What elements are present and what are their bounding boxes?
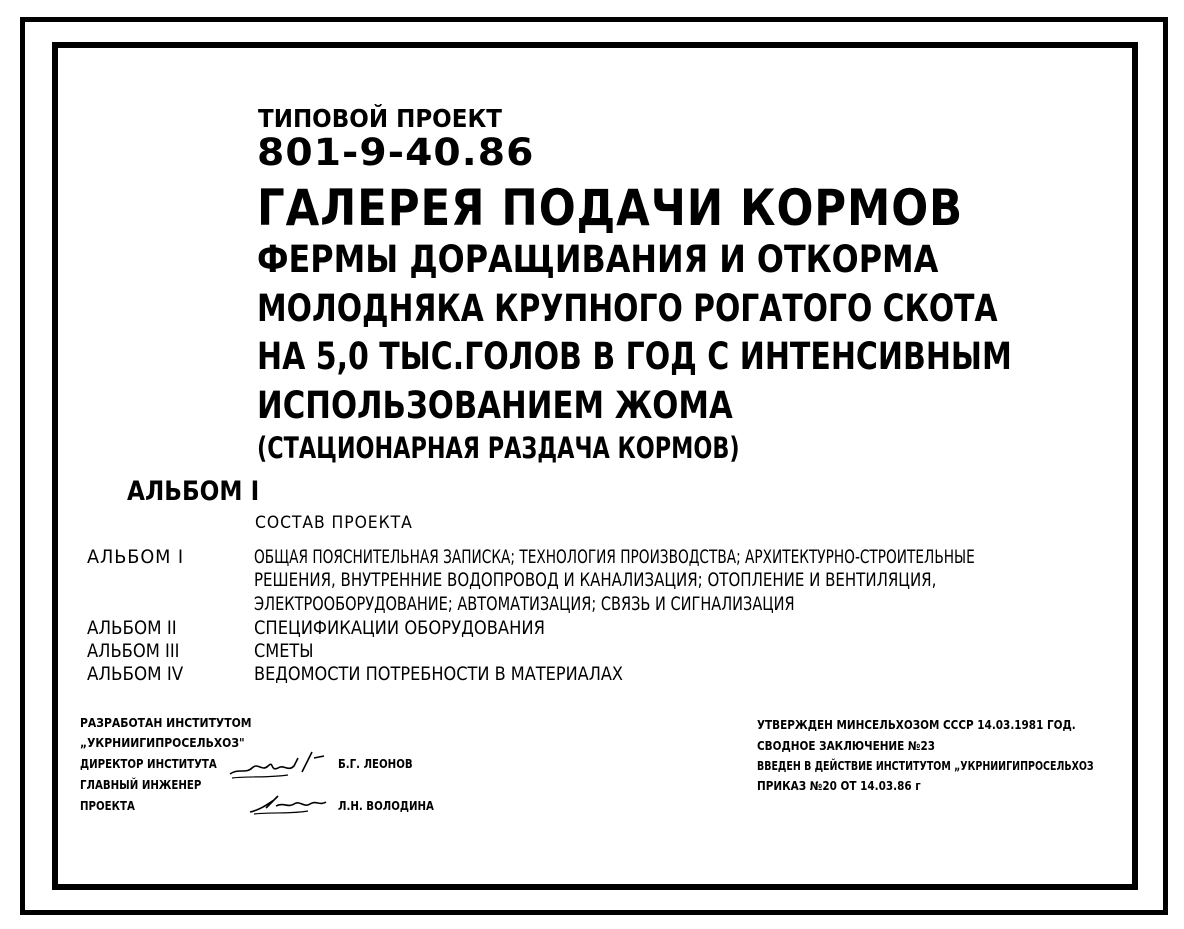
director-signature (228, 748, 328, 782)
director-label: ДИРЕКТОР ИНСТИТУТА (80, 757, 217, 771)
title-line-2: ФЕРМЫ ДОРАЩИВАНИЯ И ОТКОРМА (257, 238, 939, 281)
approval-line-2: СВОДНОЕ ЗАКЛЮЧЕНИЕ №23 (757, 739, 936, 753)
approval-line-1: УТВЕРЖДЕН МИНСЕЛЬХОЗОМ СССР 14.03.1981 ГОД. (757, 718, 1076, 732)
album-2-line-1: СПЕЦИФИКАЦИИ ОБОРУДОВАНИЯ (254, 617, 545, 639)
project-number: 801-9-40.86 (257, 131, 535, 174)
approval-line-3: ВВЕДЕН В ДЕЙСТВИЕ ИНСТИТУТОМ „УКРНИИГИПРОСЕЛЬХОЗ (757, 759, 1094, 773)
album-1-line-3: ЭЛЕКТРООБОРУДОВАНИЕ; АВТОМАТИЗАЦИЯ; СВЯЗЬ И СИГНАЛИЗАЦИЯ (254, 593, 795, 615)
composition-heading: СОСТАВ ПРОЕКТА (255, 513, 413, 533)
album-1-name: АЛЬБОМ I (87, 546, 185, 568)
album-4-name: АЛЬБОМ IV (87, 663, 184, 685)
title-line-3: МОЛОДНЯКА КРУПНОГО РОГАТОГО СКОТА (257, 287, 998, 330)
title-line-4: НА 5,0 ТЫС.ГОЛОВ В ГОД С ИНТЕНСИВНЫМ (257, 335, 1012, 378)
album-1-line-2: РЕШЕНИЯ, ВНУТРЕННИЕ ВОДОПРОВОД И КАНАЛИЗАЦИЯ; ОТОПЛЕНИЕ И ВЕНТИЛЯЦИЯ, (254, 569, 937, 591)
engineer-label-2: ПРОЕКТА (80, 799, 135, 813)
engineer-name: Л.Н. ВОЛОДИНА (338, 799, 434, 813)
engineer-signature (248, 792, 328, 818)
engineer-label-1: ГЛАВНЫЙ ИНЖЕНЕР (80, 778, 202, 792)
title-line-6: (СТАЦИОНАРНАЯ РАЗДАЧА КОРМОВ) (257, 431, 740, 465)
album-3-line-1: СМЕТЫ (254, 640, 314, 662)
project-type-label: ТИПОВОЙ ПРОЕКТ (258, 104, 502, 133)
album-label: АЛЬБОМ I (127, 476, 260, 507)
album-4-line-1: ВЕДОМОСТИ ПОТРЕБНОСТИ В МАТЕРИАЛАХ (254, 663, 623, 685)
developer-line-1: РАЗРАБОТАН ИНСТИТУТОМ (80, 716, 252, 730)
album-2-name: АЛЬБОМ II (87, 617, 177, 639)
album-1-line-1: ОБЩАЯ ПОЯСНИТЕЛЬНАЯ ЗАПИСКА; ТЕХНОЛОГИЯ ПРОИЗВОДСТВА; АРХИТЕКТУРНО-СТРОИТЕЛЬНЫЕ (254, 546, 975, 568)
developer-line-2: „УКРНИИГИПРОСЕЛЬХОЗ" (80, 736, 245, 750)
approval-line-4: ПРИКАЗ №20 ОТ 14.03.86 г (757, 779, 921, 793)
director-name: Б.Г. ЛЕОНОВ (338, 757, 413, 771)
title-line-5: ИСПОЛЬЗОВАНИЕМ ЖОМА (257, 384, 733, 427)
album-3-name: АЛЬБОМ III (87, 640, 180, 662)
title-line-1: ГАЛЕРЕЯ ПОДАЧИ КОРМОВ (257, 179, 964, 237)
